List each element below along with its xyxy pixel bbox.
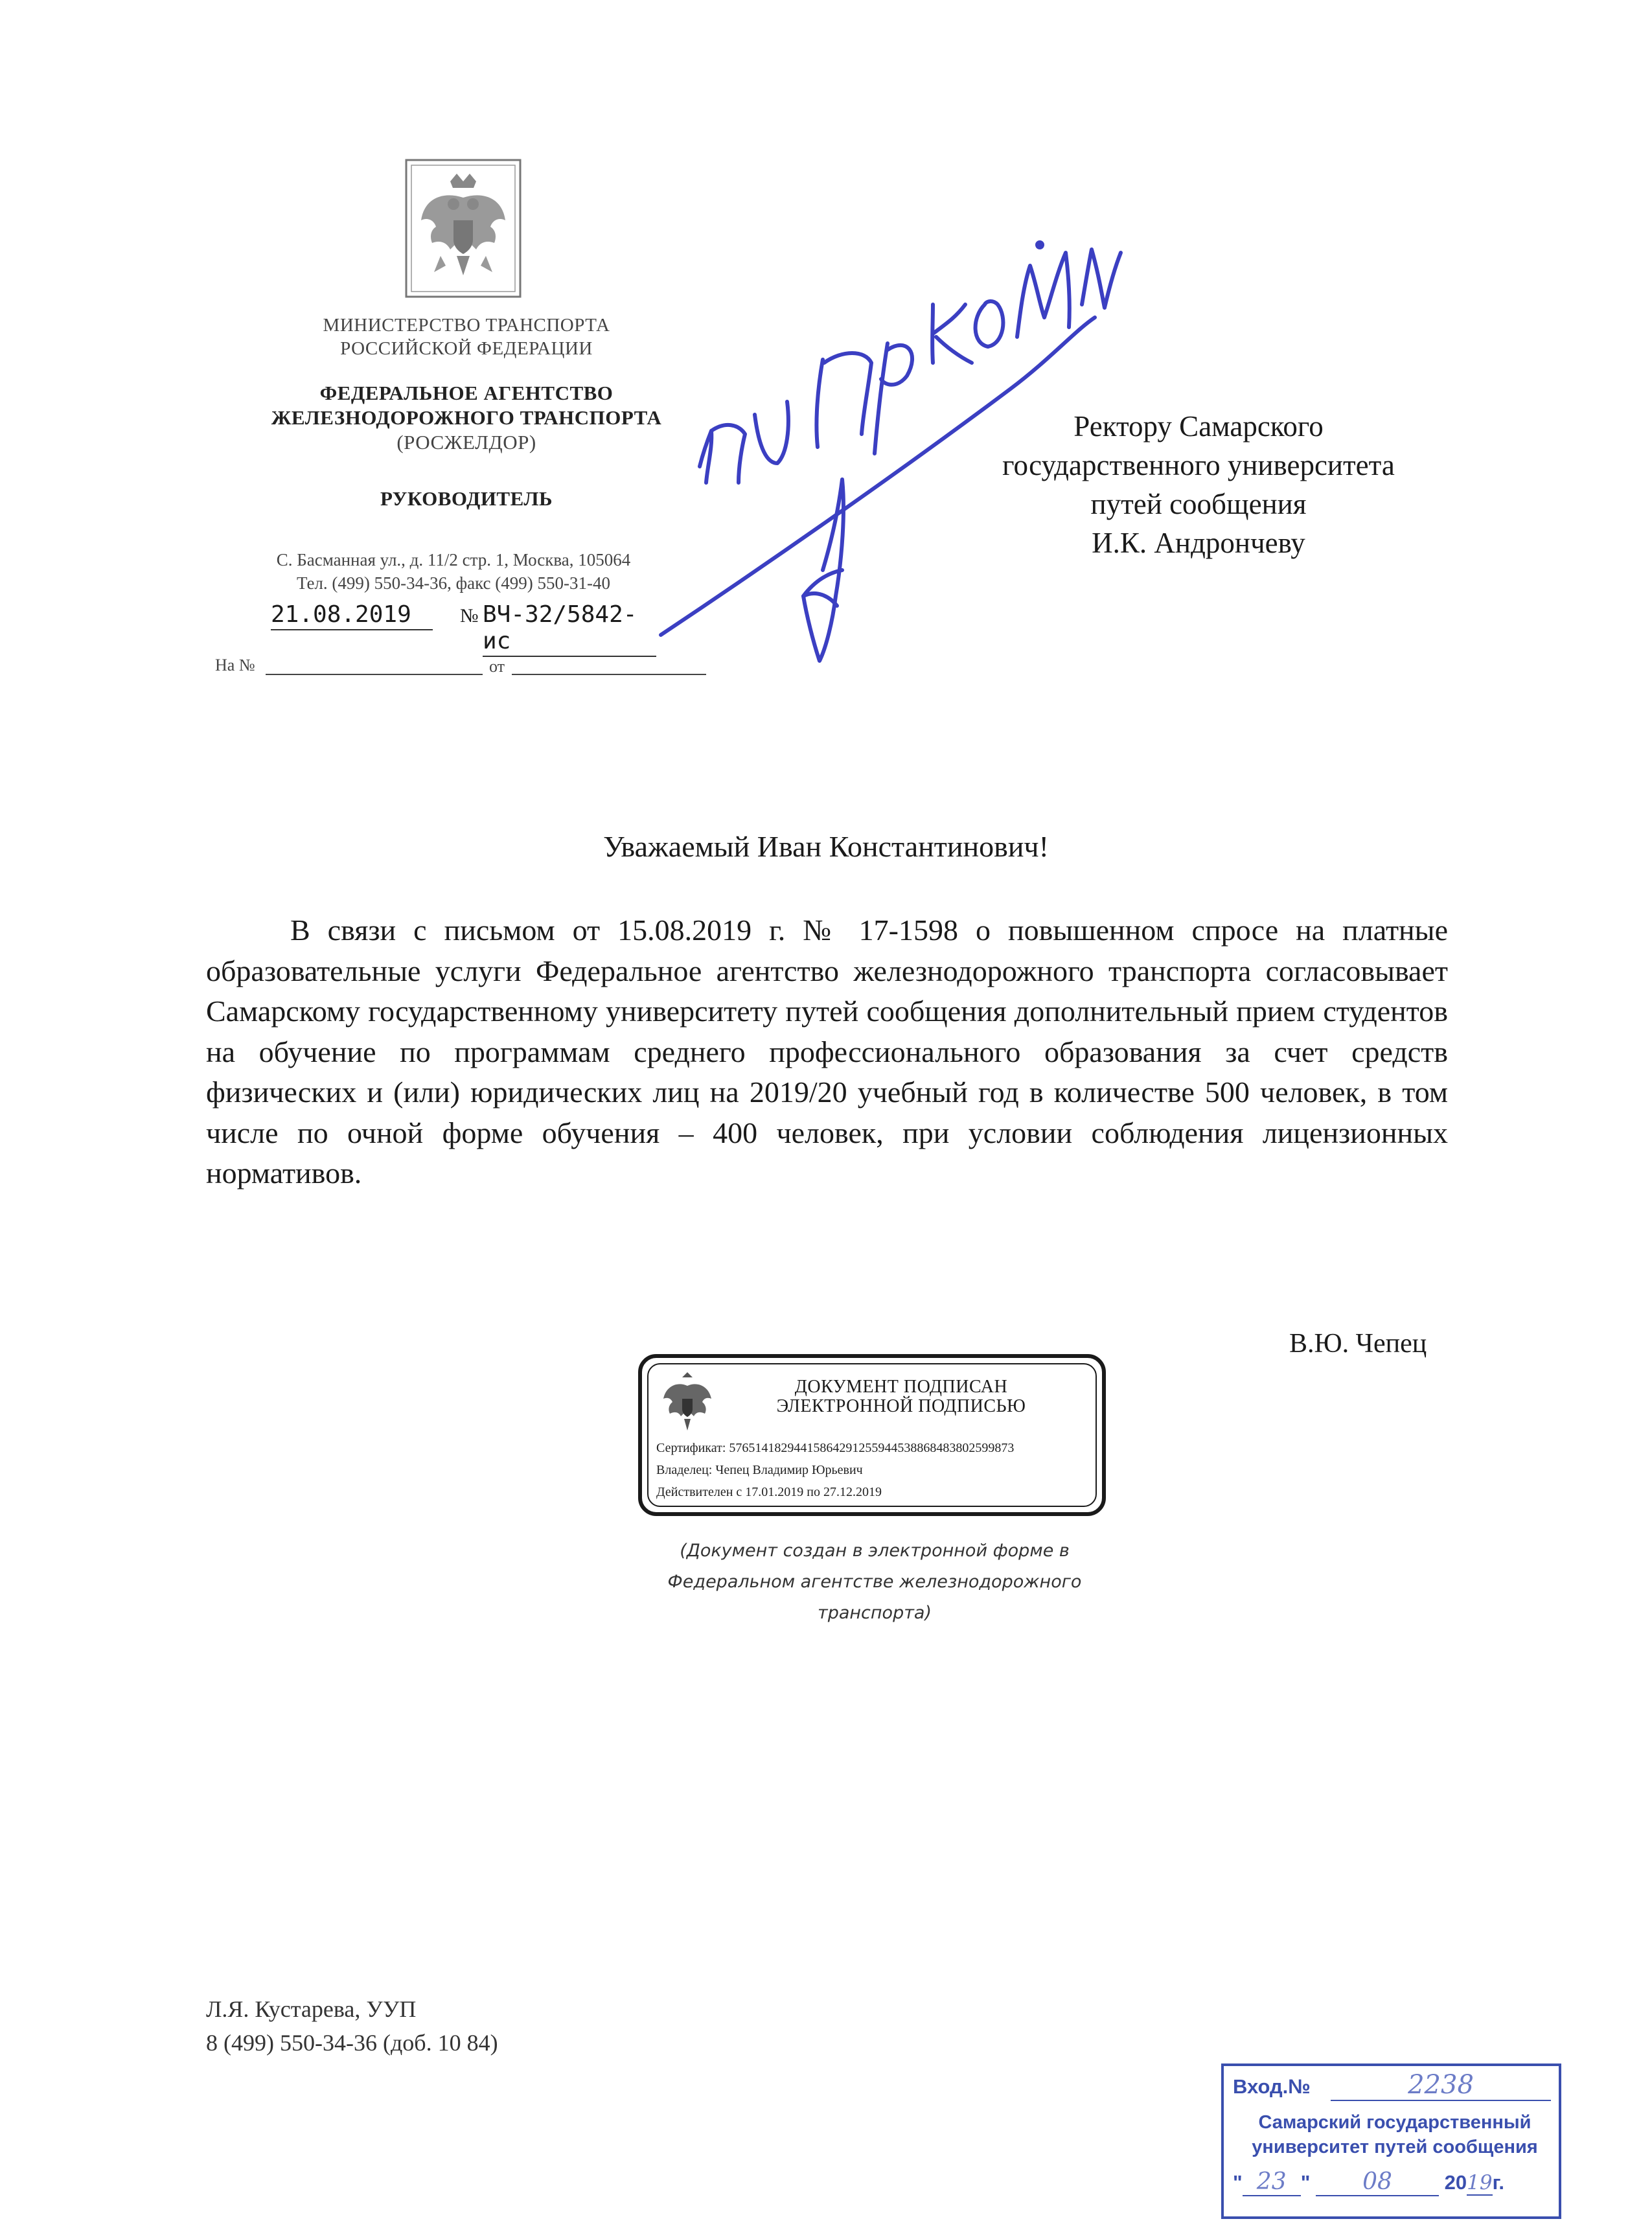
incoming-year-suffix: 19 xyxy=(1467,2171,1493,2194)
certificate-number: Сертификат: 57651418294415864291255944538868483802599873 xyxy=(656,1441,1015,1455)
incoming-month: 08 xyxy=(1316,2168,1439,2196)
incoming-year-prefix: 20 xyxy=(1444,2171,1467,2194)
incoming-date xyxy=(1233,2168,1557,2196)
salutation: Уважаемый Иван Константинович! xyxy=(603,830,1049,863)
reference-date-label: от xyxy=(489,657,505,676)
incoming-registration-stamp xyxy=(1221,2063,1561,2219)
agency-line-3: (РОСЖЕЛДОР) xyxy=(396,431,536,454)
ministry-line-1: МИНИСТЕРСТВО ТРАНСПОРТА xyxy=(323,315,610,336)
electronic-document-note xyxy=(622,1535,1127,1629)
resolution-stroke xyxy=(875,343,888,454)
reference-number-label: На № xyxy=(215,656,255,674)
handwritten-resolution xyxy=(0,0,1652,713)
executor-block xyxy=(206,1992,498,2060)
incoming-date-quote-open: " xyxy=(1233,2171,1243,2194)
signature-stroke xyxy=(803,479,843,661)
head-title: РУКОВОДИТЕЛЬ xyxy=(380,487,553,510)
addressee-block xyxy=(907,407,1490,562)
addressee-line-1: Ректору Самарского xyxy=(1073,410,1324,443)
signer-name: В.Ю. Чепец xyxy=(1289,1329,1427,1359)
certificate-validity: Действителен с 17.01.2019 по 27.12.2019 xyxy=(656,1485,882,1499)
note-line-1: (Документ создан в электронной форме в xyxy=(680,1541,1070,1561)
agency-address xyxy=(214,548,693,595)
executor-name: Л.Я. Кустарева, УУП xyxy=(206,1996,417,2022)
resolution-stroke xyxy=(881,345,912,385)
incoming-day: 23 xyxy=(1243,2168,1301,2196)
address-line: С. Басманная ул., д. 11/2 стр. 1, Москва, 105064 xyxy=(276,550,631,569)
incoming-year-mark: г. xyxy=(1492,2171,1505,2194)
incoming-year xyxy=(1445,2171,1504,2194)
reference-date-line xyxy=(512,674,706,675)
registration-number: ВЧ-32/5842-ис xyxy=(483,601,656,657)
ministry-name xyxy=(279,314,654,360)
resolution-stroke xyxy=(1082,249,1121,308)
resolution-stroke xyxy=(755,402,788,463)
signature-stroke xyxy=(803,593,837,606)
phone-line: Тел. (499) 550-34-36, факс (499) 550-31-40 xyxy=(296,573,610,593)
agency-line-2: ЖЕЛЕЗНОДОРОЖНОГО ТРАНСПОРТА xyxy=(271,406,662,429)
incoming-date-quote-close: " xyxy=(1300,2171,1311,2194)
resolution-stroke xyxy=(976,301,1004,347)
certificate-owner: Владелец: Чепец Владимир Юрьевич xyxy=(656,1463,863,1477)
resolution-stroke xyxy=(1017,253,1070,337)
resolution-stroke xyxy=(816,360,823,447)
incoming-number-label: Вход.№ xyxy=(1233,2075,1311,2098)
addressee-line-4: И.К. Андрончеву xyxy=(1092,527,1305,559)
reference-number-line xyxy=(266,674,483,675)
note-line-3: транспорта) xyxy=(817,1603,932,1623)
executor-phone: 8 (499) 550-34-36 (доб. 10 84) xyxy=(206,2030,498,2056)
note-line-2: Федеральном агентстве железнодорожного xyxy=(667,1572,1082,1592)
incoming-org-line-2: университет путей сообщения xyxy=(1252,2137,1538,2157)
stamp-title xyxy=(739,1377,1063,1416)
resolution-stroke xyxy=(932,305,972,363)
stamp-eagle-icon xyxy=(658,1370,717,1434)
coat-of-arms-icon xyxy=(405,159,522,298)
agency-line-1: ФЕДЕРАЛЬНОЕ АГЕНТСТВО xyxy=(319,382,614,404)
registration-number-label: № xyxy=(460,605,479,626)
resolution-stroke xyxy=(824,353,871,434)
stamp-title-line-2: ЭЛЕКТРОННОЙ ПОДПИСЬЮ xyxy=(776,1396,1026,1416)
registration-date: 21.08.2019 xyxy=(271,601,433,630)
letter-body: В связи с письмом от 15.08.2019 г. № 17-1598 о повышенном спросе на платные образовательные услуги Федеральное агентство железнодорожного транспорта согласовывает Самарскому государственному университету путей сообщения дополнительный прием студентов на обучение по программам среднего профессионального образования за счет средств физических и (или) юридических лиц на 2019/20 учебный год в количестве 500 человек, в том числе по очной форме обучения – 400 человек, при условии соблюдения лицензионных нормативов. xyxy=(206,914,1448,1190)
incoming-organization xyxy=(1233,2110,1557,2159)
electronic-signature-stamp xyxy=(638,1354,1106,1516)
stamp-title-line-1: ДОКУМЕНТ ПОДПИСАН xyxy=(794,1377,1008,1397)
agency-name xyxy=(214,381,719,455)
incoming-org-line-1: Самарский государственный xyxy=(1258,2112,1532,2133)
addressee-line-3: путей сообщения xyxy=(1090,488,1307,520)
incoming-number: 2238 xyxy=(1331,2070,1551,2101)
addressee-line-2: государственного университета xyxy=(1002,449,1395,481)
ministry-line-2: РОССИЙСКОЙ ФЕДЕРАЦИИ xyxy=(340,338,593,359)
